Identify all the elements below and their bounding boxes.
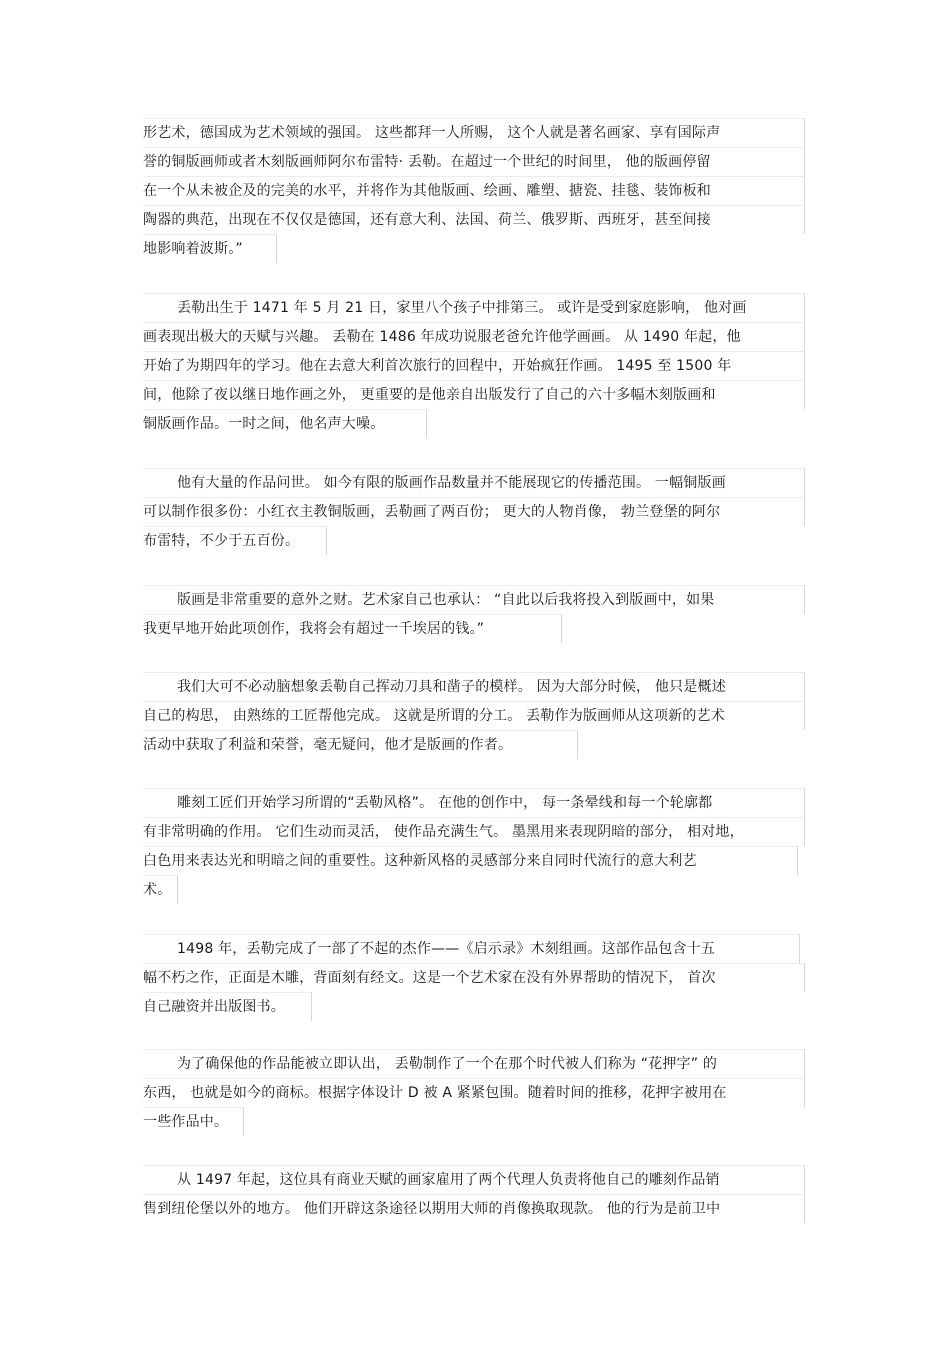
text-line: 铜版画作品。一时之间，他名声大噪。	[143, 409, 427, 438]
paragraph-5	[143, 672, 805, 759]
text-line: 他有大量的作品问世。 如今有限的版画作品数量并不能展现它的传播范围。 一幅铜版画	[143, 468, 805, 497]
paragraph-8	[143, 1049, 805, 1136]
text-line: 开始了为期四年的学习。他在去意大利首次旅行的回程中，开始疯狂作画。 1495 至 1500 年	[143, 351, 805, 380]
text-line: 版画是非常重要的意外之财。艺术家自己也承认： “自此以后我将投入到版画中，如果	[143, 585, 805, 614]
text-line: 画表现出极大的天赋与兴趣。 丢勒在 1486 年成功说服老爸允许他学画画。 从 1490 年起，他	[143, 322, 805, 351]
text-line: 地影响着波斯。”	[143, 234, 277, 263]
text-line: 陶器的典范，出现在不仅仅是德国，还有意大利、法国、荷兰、俄罗斯、西班牙，甚至间接	[143, 205, 805, 234]
text-line: 为了确保他的作品能被立即认出， 丢勒制作了一个在那个时代被人们称为 “花押字” 的	[143, 1049, 805, 1078]
text-line: 术。	[143, 875, 178, 904]
text-line: 可以制作很多份：小红衣主教铜版画，丢勒画了两百份； 更大的人物肖像， 勃兰登堡的阿尔	[143, 497, 805, 526]
text-line: 有非常明确的作用。 它们生动而灵活， 使作品充满生气。 墨黑用来表现阴暗的部分， 相对地，	[143, 817, 805, 846]
paragraph-7	[143, 934, 805, 1021]
paragraph-1	[143, 118, 805, 263]
text-line: 自己的构思， 由熟练的工匠帮他完成。 这就是所谓的分工。 丢勒作为版画师从这项新的艺术	[143, 701, 805, 730]
paragraph-9	[143, 1165, 805, 1223]
paragraph-2	[143, 293, 805, 438]
text-line: 一些作品中。	[143, 1107, 244, 1136]
text-line: 自己融资并出版图书。	[143, 992, 312, 1021]
text-line: 活动中获取了利益和荣誉，毫无疑问，他才是版画的作者。	[143, 730, 578, 759]
text-line: 白色用来表达光和明暗之间的重要性。这种新风格的灵感部分来自同时代流行的意大利艺	[143, 846, 798, 875]
text-line: 间，他除了夜以继日地作画之外， 更重要的是他亲自出版发行了自己的六十多幅木刻版画和	[143, 380, 805, 409]
text-line: 我们大可不必动脑想象丢勒自己挥动刀具和凿子的模样。 因为大部分时候， 他只是概述	[143, 672, 805, 701]
text-line: 丢勒出生于 1471 年 5 月 21 日，家里八个孩子中排第三。 或许是受到家庭影响， 他对画	[143, 293, 805, 322]
text-line: 雕刻工匠们开始学习所谓的“丢勒风格”。 在他的创作中， 每一条晕线和每一个轮廓都	[143, 788, 805, 817]
text-line: 从 1497 年起，这位具有商业天赋的画家雇用了两个代理人负责将他自己的雕刻作品销	[143, 1165, 805, 1194]
text-line: 我更早地开始此项创作，我将会有超过一千埃居的钱。”	[143, 614, 562, 643]
text-line: 在一个从未被企及的完美的水平，并将作为其他版画、绘画、雕塑、搪瓷、挂毯、装饰板和	[143, 176, 805, 205]
text-line: 形艺术，德国成为艺术领域的强国。 这些都拜一人所赐， 这个人就是著名画家、享有国际声	[143, 118, 805, 147]
paragraph-6	[143, 788, 805, 904]
text-line: 东西， 也就是如今的商标。根据字体设计 D 被 A 紧紧包围。随着时间的推移，花押字被用在	[143, 1078, 805, 1107]
text-line: 布雷特，不少于五百份。	[143, 526, 327, 555]
text-line: 幅不朽之作，正面是木雕，背面刻有经文。这是一个艺术家在没有外界帮助的情况下， 首次	[143, 963, 805, 992]
paragraph-4	[143, 585, 805, 643]
text-line: 售到纽伦堡以外的地方。 他们开辟这条途径以期用大师的肖像换取现款。 他的行为是前卫中	[143, 1194, 805, 1223]
text-line: 1498 年，丢勒完成了一部了不起的杰作——《启示录》木刻组画。这部作品包含十五	[143, 934, 800, 963]
text-line: 誉的铜版画师或者木刻版画师阿尔布雷特· 丢勒。在超过一个世纪的时间里， 他的版画停留	[143, 147, 805, 176]
paragraph-3	[143, 468, 805, 555]
